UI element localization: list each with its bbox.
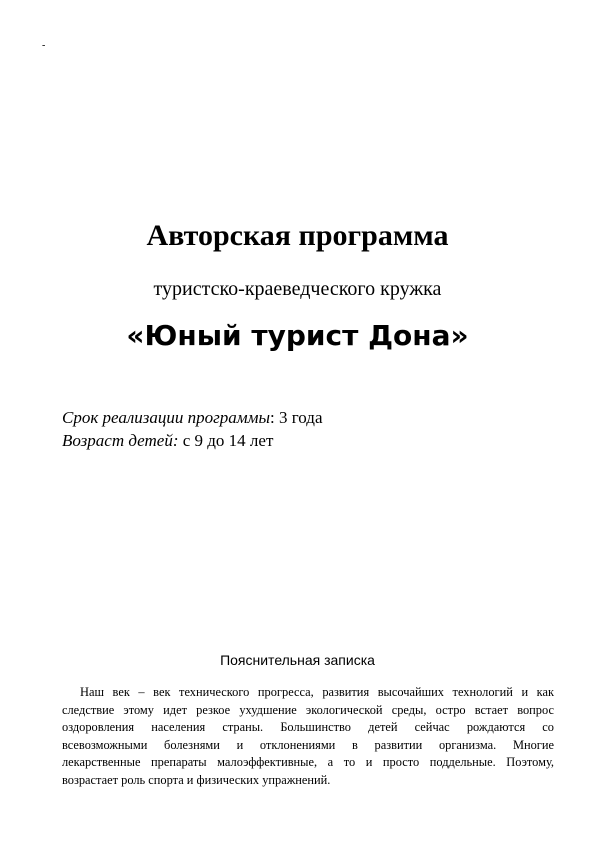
explanatory-note-paragraph: [62, 684, 554, 790]
duration-value: 3 года: [274, 408, 323, 427]
paragraph-line: возрастает роль спорта и физических упражнений.: [62, 772, 331, 787]
paragraph-line: Наш век – век технического прогресса, развития высочайших технологий и как: [80, 685, 554, 699]
document-title: Авторская программа: [146, 219, 449, 252]
paragraph-line: лекарственные препараты малоэффективные, а то и просто поддельные. Поэтому,: [62, 755, 554, 770]
corner-mark: -: [42, 40, 46, 51]
age-label: Возраст детей:: [62, 431, 179, 450]
explanatory-note-heading: Пояснительная записка: [220, 652, 375, 668]
age-value: с 9 до 14 лет: [178, 431, 274, 450]
paragraph-line: оздоровления населения страны. Большинство детей сейчас рождаются со: [62, 720, 554, 735]
program-duration: [62, 407, 323, 429]
duration-label: Срок реализации программы: [62, 408, 271, 427]
paragraph-line: всевозможными болезнями и отклонениями в развитии организма. Многие: [62, 737, 554, 752]
duration-separator: :: [270, 408, 275, 427]
program-name: «Юный турист Дона»: [126, 319, 469, 352]
children-age: [62, 430, 273, 452]
document-subtitle: туристско-краеведческого кружка: [153, 278, 442, 300]
paragraph-line: следствие этому идет резкое ухудшение экологической среды, остро встает вопрос: [62, 702, 554, 717]
